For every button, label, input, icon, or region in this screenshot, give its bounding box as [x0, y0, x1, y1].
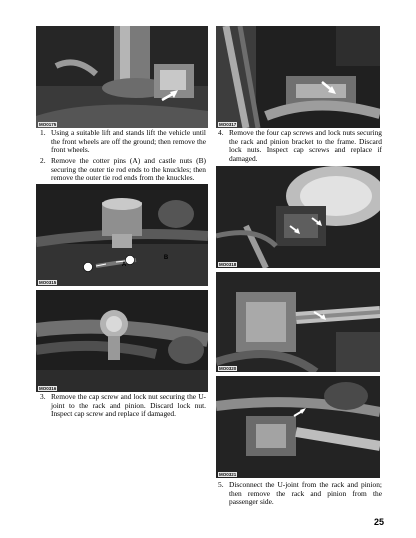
step-2: [40, 157, 206, 183]
photo-code-mo0321: MO0321: [219, 472, 237, 477]
step-1: [40, 129, 206, 155]
step-3: [40, 393, 206, 419]
photo-code-mo0315: MO0315: [39, 280, 57, 285]
step-4-text: Remove the four cap screws and lock nuts securing the rack and pinion bracket to the frame. Discard lock nuts. Inspect cap screws and replace if damaged.: [229, 128, 382, 163]
photo-mo0315-image: [36, 184, 208, 286]
photo-code-mo0317: MO0317: [219, 122, 237, 127]
callout-a: A: [121, 262, 127, 268]
photo-mo0320-image: [216, 272, 380, 372]
step-2-text: Remove the cotter pins (A) and castle nuts (B) securing the outer tie rod ends to the knuckles; then remove the outer tie rod ends from the knuckles.: [51, 156, 206, 183]
step-1-number: 1.: [40, 128, 46, 137]
page-number: 25: [373, 517, 384, 527]
photo-mo0315: [36, 184, 208, 286]
photo-code-mo0175: MO0175: [39, 122, 57, 127]
photo-mo0321: [216, 376, 380, 478]
photo-mo0318: [216, 166, 380, 268]
step-3-number: 3.: [40, 392, 46, 401]
step-5-number: 5.: [218, 480, 224, 489]
step-5-text: Disconnect the U-joint from the rack and pinion; then remove the rack and pinion from the passenger side.: [229, 480, 382, 507]
step-4: [218, 129, 382, 163]
photo-mo0316: [36, 290, 208, 392]
photo-mo0316-image: [36, 290, 208, 392]
step-5: [218, 481, 382, 507]
photo-mo0317-image: [216, 26, 380, 128]
photo-mo0317: [216, 26, 380, 128]
photo-mo0318-image: [216, 166, 380, 268]
step-2-number: 2.: [40, 156, 46, 165]
photo-code-mo0316: MO0316: [39, 386, 57, 391]
photo-code-mo0320: MO0320: [219, 366, 237, 371]
photo-mo0175-image: [36, 26, 208, 128]
step-1-text: Using a suitable lift and stands lift the vehicle until the front wheels are off the ground; then remove the front wheels.: [51, 128, 206, 155]
photo-mo0175: [36, 26, 208, 128]
photo-mo0321-image: [216, 376, 380, 478]
callout-b: B: [163, 255, 169, 261]
photo-mo0320: [216, 272, 380, 372]
step-3-text: Remove the cap screw and lock nut securing the U-joint to the rack and pinion. Discard lock nut. Inspect cap screw and replace if damaged.: [51, 392, 206, 419]
step-4-number: 4.: [218, 128, 224, 137]
photo-code-mo0318: MO0318: [219, 262, 237, 267]
